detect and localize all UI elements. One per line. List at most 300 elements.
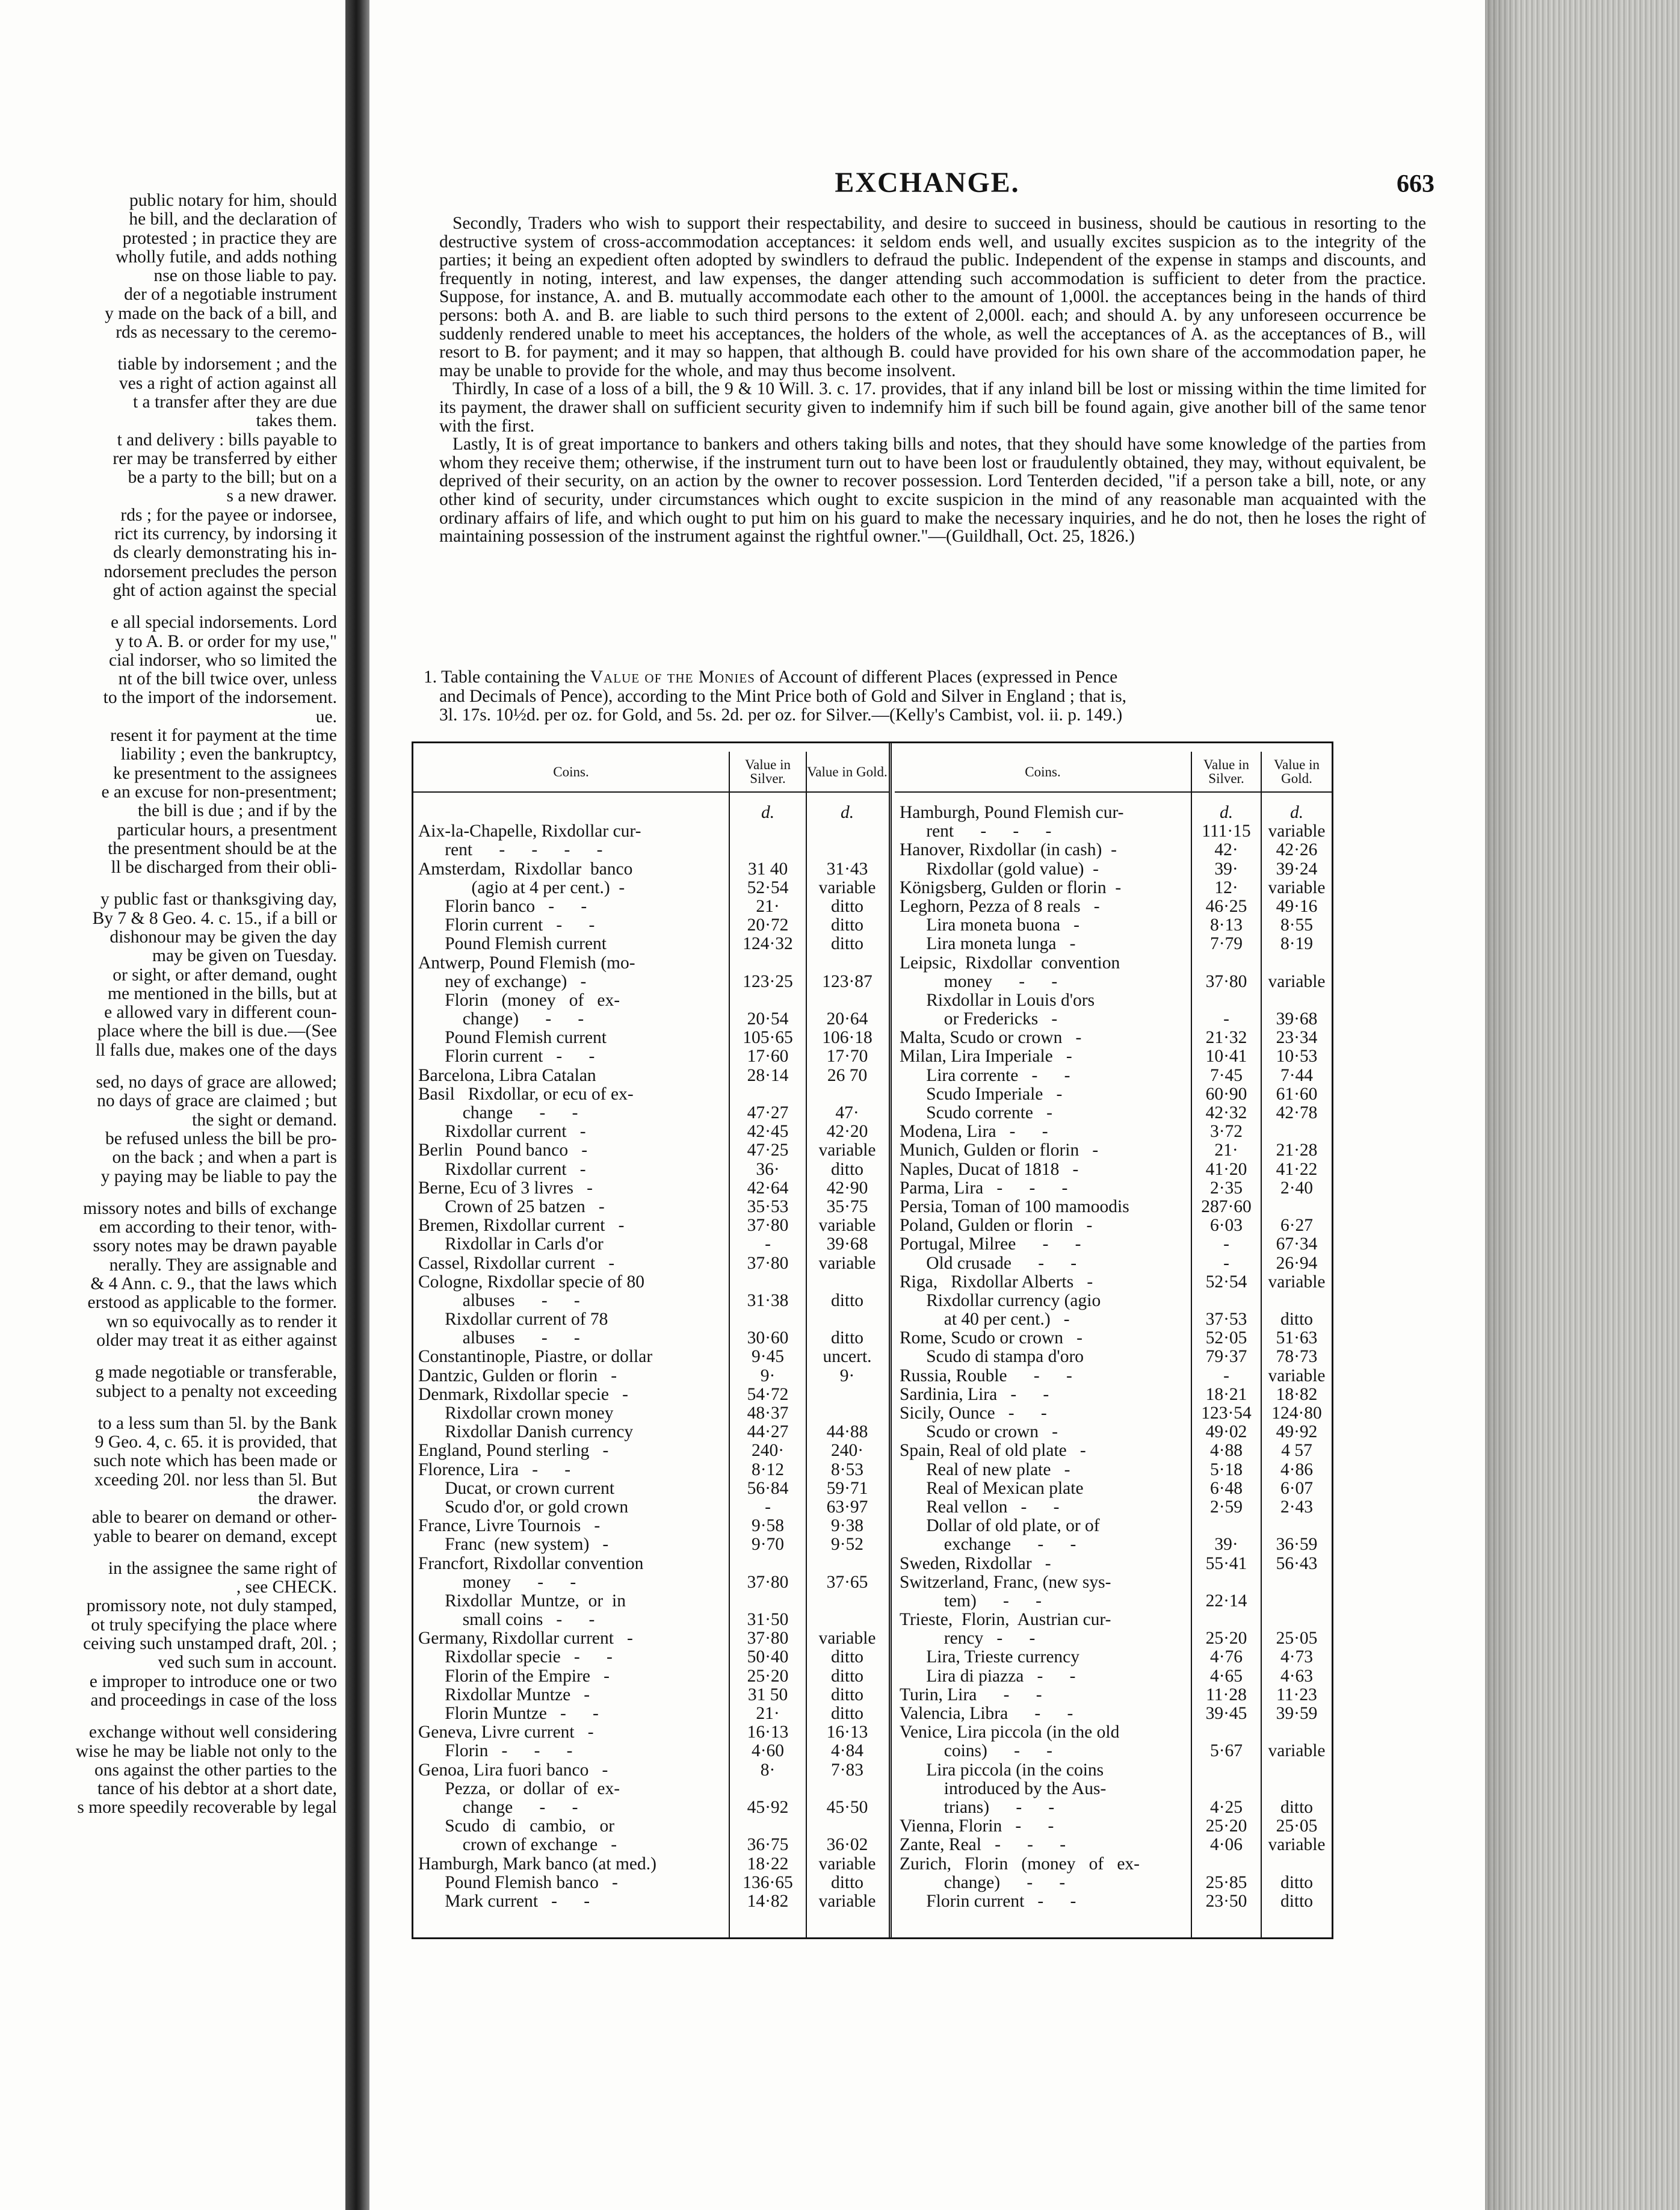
table-row	[413, 1029, 889, 1047]
coin-name: change) - -	[900, 1873, 1066, 1892]
coin-name: Vienna, Florin - -	[900, 1817, 1054, 1836]
coin-name: Rixdollar in Carls d'or	[418, 1235, 604, 1254]
facing-page-line: may be given on Tuesday.	[152, 947, 337, 966]
value-gold: 42·90	[826, 1178, 868, 1198]
value-gold: variable	[818, 1253, 876, 1273]
coin-name: Berlin Pound banco -	[418, 1141, 588, 1160]
facing-page-text	[0, 191, 337, 1818]
facing-page-line	[0, 1710, 337, 1723]
table-row	[895, 973, 1332, 991]
coin-name: albuses - -	[418, 1291, 580, 1310]
coin-name: Sweden, Rixdollar -	[900, 1554, 1051, 1573]
coin-name: Rixdollar specie - -	[418, 1648, 613, 1667]
value-silver: 105·65	[743, 1028, 793, 1048]
value-silver: 21·	[756, 896, 780, 916]
facing-page-line: e an excuse for non-presentment;	[101, 782, 337, 802]
table-row	[895, 822, 1332, 841]
facing-page-line: rds as necessary to the ceremo-	[116, 323, 337, 342]
table-row	[895, 1235, 1332, 1254]
facing-page-line: e improper to introduce one or two	[89, 1672, 337, 1691]
value-gold: 35·75	[826, 1196, 868, 1216]
header-coins: Coins.	[1025, 764, 1061, 779]
value-gold: 106·18	[822, 1028, 872, 1048]
facing-page-line: be a party to the bill; but on a	[128, 468, 337, 488]
facing-page-line	[0, 1350, 337, 1363]
table-row	[895, 1629, 1332, 1648]
coin-name: change - -	[418, 1798, 578, 1817]
value-gold: d.	[1289, 803, 1304, 822]
coin-name: Valencia, Libra - -	[900, 1704, 1073, 1723]
value-gold: variable	[1268, 878, 1326, 897]
coin-name: Florin current - -	[418, 916, 595, 935]
value-gold: 6·07	[1280, 1478, 1314, 1498]
value-silver: 41·20	[1205, 1159, 1247, 1179]
table-row	[895, 1535, 1332, 1554]
facing-page-line: tiable by indorsement ; and the	[117, 355, 337, 374]
facing-page-line: be refused unless the bill be pro-	[105, 1129, 337, 1148]
value-silver: -	[1223, 1253, 1229, 1273]
value-silver: 111·15	[1202, 822, 1251, 841]
coin-name: Pound Flemish current	[418, 935, 607, 954]
value-gold: variable	[818, 1854, 876, 1874]
value-silver: 16·13	[747, 1722, 789, 1742]
coin-name: Naples, Ducat of 1818 -	[900, 1160, 1079, 1179]
value-gold: 25·05	[1276, 1816, 1318, 1836]
table-row	[413, 1742, 889, 1760]
value-silver: 7·79	[1209, 934, 1243, 954]
table-row	[413, 1836, 889, 1854]
table-row	[895, 1254, 1332, 1273]
table-row	[895, 1780, 1332, 1798]
facing-page-line: g made negotiable or transferable,	[94, 1363, 337, 1382]
coin-name: Switzerland, Franc, (new sys-	[900, 1573, 1111, 1592]
table-row	[895, 1648, 1332, 1667]
page-number: 663	[1397, 170, 1434, 198]
coin-name: Königsberg, Gulden or florin -	[900, 878, 1122, 897]
coin-name: Genoa, Lira fuori banco -	[418, 1760, 608, 1780]
table-right-half	[895, 743, 1332, 1937]
table-row	[895, 803, 1332, 822]
coin-name: Spain, Real of old plate -	[900, 1441, 1086, 1461]
value-silver: d.	[1219, 803, 1234, 822]
facing-page-line: wn so equivocally as to render it	[106, 1312, 337, 1331]
value-gold: variable	[818, 1629, 876, 1648]
facing-page-line: no days of grace are claimed ; but	[97, 1092, 337, 1111]
table-row	[413, 1629, 889, 1648]
book-gutter	[345, 0, 369, 2210]
coin-name: Persia, Toman of 100 mamoodis	[900, 1197, 1129, 1216]
facing-page-line: erstood as applicable to the former.	[87, 1293, 337, 1313]
header-gold: Value in Gold.	[1273, 757, 1320, 786]
coin-name: Mark current - -	[418, 1892, 590, 1911]
coin-name: Malta, Scudo or crown -	[900, 1029, 1082, 1048]
table-row	[895, 1292, 1332, 1310]
coin-name: Barcelona, Libra Catalan	[418, 1066, 596, 1085]
value-silver: 8·12	[751, 1459, 785, 1479]
value-gold: 9·38	[830, 1516, 864, 1536]
value-silver: 79·37	[1205, 1347, 1247, 1367]
facing-page-line: tance of his debtor at a short date,	[97, 1780, 337, 1799]
value-silver: -	[1223, 1366, 1229, 1385]
table-row	[413, 1348, 889, 1366]
table-row	[895, 1160, 1332, 1179]
coin-name: Dollar of old plate, or of	[900, 1517, 1100, 1536]
coin-name: Sardinia, Lira - -	[900, 1385, 1049, 1404]
facing-page-line: the presentment should be at the	[108, 839, 337, 858]
table-row	[895, 860, 1332, 879]
value-silver: 8·13	[1209, 915, 1243, 935]
value-gold: 26 70	[827, 1065, 868, 1085]
facing-page-line: e allowed vary in different coun-	[104, 1003, 337, 1023]
value-gold: 2·40	[1280, 1178, 1314, 1198]
coin-name: Lira corrente - -	[900, 1066, 1070, 1085]
coin-name: Lira piccola (in the coins	[900, 1760, 1104, 1780]
value-silver: 25·20	[747, 1666, 789, 1686]
facing-page-line: takes them.	[256, 412, 337, 431]
value-gold: ditto	[830, 1666, 864, 1686]
value-gold: 78·73	[1276, 1347, 1318, 1367]
table-row	[413, 1404, 889, 1423]
value-silver: 55·41	[1205, 1553, 1247, 1573]
table-row	[895, 1836, 1332, 1854]
coin-name: money - -	[900, 972, 1058, 991]
value-silver: 37·80	[747, 1629, 789, 1648]
value-silver: 7·45	[1209, 1065, 1243, 1085]
table-row	[895, 1479, 1332, 1498]
table-left-half	[413, 743, 892, 1937]
facing-page-line: exchange without well considering	[88, 1723, 337, 1742]
table-row	[413, 1761, 889, 1780]
value-silver: 6·48	[1209, 1478, 1243, 1498]
coin-name: change) - -	[418, 1010, 584, 1029]
facing-page-line: sed, no days of grace are allowed;	[96, 1073, 337, 1092]
facing-page-line: rds ; for the payee or indorsee,	[120, 506, 337, 525]
facing-page-line: resent it for payment at the time	[110, 726, 337, 746]
facing-page-line: yable to bearer on demand, except	[93, 1527, 337, 1546]
value-silver: 52·54	[747, 878, 789, 897]
facing-page-line: xceeding 20l. nor less than 5l. But	[94, 1470, 337, 1490]
value-silver: 37·53	[1205, 1310, 1247, 1329]
value-gold: ditto	[1280, 1310, 1314, 1329]
value-gold: 21·28	[1276, 1141, 1318, 1160]
table-row	[413, 1517, 889, 1535]
value-gold: ditto	[830, 1290, 864, 1310]
facing-page-line	[0, 600, 337, 613]
table-row	[413, 1367, 889, 1385]
coin-name: rency - -	[900, 1629, 1036, 1648]
coin-name: Rixdollar current -	[418, 1122, 586, 1142]
facing-page-line: em according to their tenor, with-	[99, 1218, 337, 1237]
table-row	[413, 1573, 889, 1592]
value-silver: 56·84	[747, 1478, 789, 1498]
value-gold: 25·05	[1276, 1629, 1318, 1648]
value-silver: 18·22	[747, 1854, 789, 1874]
coin-name: Pound Flemish banco -	[418, 1873, 618, 1892]
value-silver: 49·02	[1205, 1422, 1247, 1442]
facing-page-line: e all special indorsements. Lord	[110, 613, 337, 633]
value-silver: 31·50	[747, 1610, 789, 1630]
value-silver: 42·	[1214, 840, 1238, 860]
coin-name: Real vellon - -	[900, 1497, 1060, 1517]
coin-name: trians) - -	[900, 1798, 1055, 1817]
coin-name: or Fredericks -	[900, 1010, 1058, 1029]
table-row	[413, 1667, 889, 1686]
value-gold: 9·	[839, 1366, 855, 1385]
value-gold: 63·97	[826, 1497, 868, 1517]
value-gold: ditto	[830, 915, 864, 935]
table-row	[895, 1704, 1332, 1723]
coin-name: ney of exchange) -	[418, 972, 587, 991]
value-gold: 4·63	[1280, 1666, 1314, 1686]
value-gold: 123·87	[822, 971, 872, 991]
table-row	[413, 1423, 889, 1441]
value-gold: variable	[1268, 822, 1326, 841]
facing-page-line: subject to a penalty not exceeding	[96, 1382, 337, 1401]
table-row	[895, 1104, 1332, 1122]
value-gold: 59·71	[826, 1478, 868, 1498]
value-gold: 18·82	[1276, 1384, 1318, 1404]
value-gold: 7·44	[1280, 1065, 1314, 1085]
facing-page-line: s more speedily recoverable by legal	[77, 1798, 337, 1818]
table-row	[895, 1498, 1332, 1517]
coin-name: Antwerp, Pound Flemish (mo-	[418, 953, 635, 973]
facing-page-line: cial indorser, who so limited the	[109, 651, 337, 670]
page-663	[369, 0, 1485, 2210]
value-silver: 42·45	[747, 1122, 789, 1142]
facing-page-line: he bill, and the declaration of	[129, 210, 337, 229]
table-row	[413, 954, 889, 973]
page-title: EXCHANGE.	[835, 167, 1020, 199]
facing-page-line: y to A. B. or order for my use,"	[115, 632, 337, 651]
value-gold: 4·84	[830, 1741, 864, 1761]
value-silver: 17·60	[747, 1047, 789, 1066]
value-silver: 123·54	[1201, 1404, 1252, 1423]
caption-small-caps: Value of the Monies	[590, 667, 755, 687]
table-row	[895, 916, 1332, 935]
value-silver: 37·80	[747, 1216, 789, 1236]
table-row	[895, 1122, 1332, 1141]
table-row	[413, 1704, 889, 1723]
facing-page-line	[0, 342, 337, 355]
table-row	[413, 1498, 889, 1517]
value-gold: 42·20	[826, 1122, 868, 1142]
facing-page-line: ssory notes may be drawn payable	[93, 1237, 337, 1256]
table-row	[413, 1441, 889, 1460]
value-silver: 21·	[1214, 1141, 1238, 1160]
coin-name: crown of exchange -	[418, 1836, 617, 1855]
facing-page-line: rer may be transferred by either	[113, 449, 337, 468]
coin-name: Venice, Lira piccola (in the old	[900, 1723, 1120, 1742]
value-silver: 12·	[1214, 878, 1238, 897]
value-silver: 45·92	[747, 1797, 789, 1817]
facing-page-left	[0, 0, 345, 2210]
table-row	[413, 897, 889, 916]
value-gold: 51·63	[1276, 1328, 1318, 1348]
value-silver: 4·65	[1209, 1666, 1243, 1686]
value-gold: 240·	[830, 1441, 864, 1461]
coin-name: Lira moneta buona -	[900, 916, 1080, 935]
coin-name: Hamburgh, Pound Flemish cur-	[900, 803, 1124, 822]
coin-name: Hanover, Rixdollar (in cash) -	[900, 841, 1117, 860]
value-silver: 46·25	[1205, 896, 1247, 916]
table-header	[413, 752, 889, 793]
coin-name: Florin Muntze - -	[418, 1704, 599, 1723]
value-silver: 37·80	[1205, 971, 1247, 991]
page-block-edge	[1485, 0, 1680, 2210]
value-gold: ditto	[830, 1872, 864, 1892]
coin-name: exchange - -	[900, 1535, 1076, 1555]
facing-page-line	[0, 1186, 337, 1199]
coin-name: Portugal, Milree - -	[900, 1235, 1081, 1254]
table-row	[413, 1104, 889, 1122]
value-silver: 52·54	[1205, 1272, 1247, 1292]
facing-page-line: ons against the other parties to the	[94, 1760, 337, 1780]
coin-name: (agio at 4 per cent.) -	[418, 878, 625, 897]
table-row	[413, 822, 889, 841]
value-silver: 4·25	[1209, 1797, 1243, 1817]
coin-name: Ducat, or crown current	[418, 1479, 615, 1498]
table-row	[413, 1592, 889, 1611]
value-silver: 8·	[760, 1760, 776, 1780]
value-gold: variable	[1268, 971, 1326, 991]
coin-name: Riga, Rixdollar Alberts -	[900, 1272, 1093, 1292]
table-row	[413, 1066, 889, 1085]
coin-name: England, Pound sterling -	[418, 1441, 609, 1461]
facing-page-line	[0, 877, 337, 890]
coin-name: France, Livre Tournois -	[418, 1517, 601, 1536]
facing-page-line: ceiving such unstamped draft, 20l. ;	[83, 1635, 337, 1654]
coin-name: Rixdollar crown money	[418, 1404, 614, 1423]
table-row	[413, 1216, 889, 1235]
facing-page-line: particular hours, a presentment	[117, 820, 337, 840]
table-row	[413, 1461, 889, 1479]
value-silver: 10·41	[1205, 1047, 1247, 1066]
coin-name: Trieste, Florin, Austrian cur-	[900, 1611, 1111, 1630]
value-silver: 4·76	[1209, 1647, 1243, 1667]
facing-page-line: By 7 & 8 Geo. 4. c. 15., if a bill or	[92, 909, 337, 928]
facing-page-line: wholly futile, and adds nothing	[116, 247, 337, 267]
facing-page-line: nse on those liable to pay.	[153, 267, 337, 286]
value-gold: 17·70	[826, 1047, 868, 1066]
table-row	[895, 1611, 1332, 1629]
value-gold: ditto	[830, 1159, 864, 1179]
facing-page-line: such note which has been made or	[93, 1452, 337, 1471]
value-silver: 25·20	[1205, 1629, 1247, 1648]
table-row	[895, 1667, 1332, 1686]
table-row	[895, 1047, 1332, 1066]
coin-name: Pound Flemish current	[418, 1029, 607, 1048]
value-gold: variable	[1268, 1835, 1326, 1855]
value-silver: -	[765, 1497, 771, 1517]
value-silver: 36·	[756, 1159, 780, 1179]
facing-page-line: on the back ; and when a part is	[112, 1148, 337, 1168]
coin-name: Hamburgh, Mark banco (at med.)	[418, 1854, 656, 1874]
value-silver: 42·32	[1205, 1103, 1247, 1122]
coin-name: Florin current - -	[900, 1892, 1076, 1911]
value-gold: 2·43	[1280, 1497, 1314, 1517]
value-silver: 18·21	[1205, 1384, 1247, 1404]
value-gold: 4·86	[1280, 1459, 1314, 1479]
facing-page-line: y paying may be liable to pay the	[100, 1167, 337, 1186]
coin-name: Sicily, Ounce - -	[900, 1404, 1047, 1423]
value-silver: 9·	[760, 1366, 776, 1385]
table-row	[895, 1085, 1332, 1104]
table-row	[895, 1742, 1332, 1760]
value-silver: 47·27	[747, 1103, 789, 1122]
facing-page-line: ue.	[315, 707, 337, 726]
value-gold: 6·27	[1280, 1216, 1314, 1236]
table-row	[895, 879, 1332, 897]
value-silver: 31·38	[747, 1290, 789, 1310]
table-row	[413, 1235, 889, 1254]
table-row	[413, 1141, 889, 1160]
value-silver: 4·06	[1209, 1835, 1243, 1855]
table-row	[413, 1254, 889, 1273]
facing-page-line: wise he may be liable not only to the	[75, 1742, 337, 1761]
paragraph-lastly: Lastly, It is of great importance to bankers and others taking bills and notes, that they should have some knowledge of the parties from whom they receive them; otherwise, if the instrument turn out to have been lost or fraudulently obtained, they may, without equivalent, be deprived of their security, on an action by the owner to recover possession. Lord Tenterden decided, "if a person take a bill, note, or any other kind of security, under circumstances which ought to excite suspicion in the mind of any reasonable man acquainted with the ordinary affairs of life, and which ought to put him on his guard to make the necessary inquiries, and he do not, then he loses the right of maintaining possession of the instrument against the rightful owner."—(Guildhall, Oct. 25, 1826.)	[439, 435, 1426, 546]
table-row	[895, 1461, 1332, 1479]
table-row	[895, 1179, 1332, 1198]
table-row	[413, 841, 889, 859]
table-row	[895, 1517, 1332, 1535]
facing-page-line: liability ; even the bankruptcy,	[120, 745, 337, 764]
table-row	[895, 1010, 1332, 1029]
coin-name: Lira, Trieste currency	[900, 1648, 1080, 1667]
table-row	[413, 1817, 889, 1836]
table-row	[895, 1310, 1332, 1329]
facing-page-line	[0, 1401, 337, 1414]
table-row	[895, 1555, 1332, 1573]
coin-name: Germany, Rixdollar current -	[418, 1629, 633, 1648]
value-silver: 6·03	[1209, 1216, 1243, 1236]
value-gold: ditto	[830, 934, 864, 954]
facing-page-line: the drawer.	[258, 1490, 337, 1508]
value-gold: ditto	[1280, 1891, 1314, 1911]
value-gold: 42·78	[1276, 1103, 1318, 1122]
coin-name: Russia, Rouble - -	[900, 1366, 1072, 1385]
table-row	[895, 1798, 1332, 1817]
coin-name: money - -	[418, 1573, 576, 1592]
value-silver: 20·54	[747, 1009, 789, 1029]
value-gold: 45·50	[826, 1797, 868, 1817]
table-body-left	[413, 803, 889, 1911]
facing-page-line: ll falls due, makes one of the days	[95, 1041, 337, 1060]
facing-page-line: y public fast or thanksgiving day,	[100, 890, 337, 909]
table-row	[413, 1122, 889, 1141]
value-gold: variable	[818, 1141, 876, 1160]
value-gold: ditto	[830, 896, 864, 916]
value-silver: 2·35	[1209, 1178, 1243, 1198]
value-silver: 42·64	[747, 1178, 789, 1198]
coin-name: Real of new plate -	[900, 1460, 1070, 1479]
coin-name: Constantinople, Piastre, or dollar	[418, 1348, 653, 1367]
coin-name: Florin of the Empire -	[418, 1667, 610, 1686]
table-row	[895, 1686, 1332, 1704]
table-row	[413, 1535, 889, 1554]
value-silver: 25·20	[1205, 1816, 1247, 1836]
coin-name: Florence, Lira - -	[418, 1460, 571, 1479]
facing-page-line: me mentioned in the bills, but at	[108, 984, 337, 1003]
value-gold: 7·83	[830, 1760, 864, 1780]
coin-name: Florin - - -	[418, 1742, 573, 1761]
table-row	[413, 1179, 889, 1198]
table-row	[413, 1611, 889, 1629]
value-gold: 36·02	[826, 1835, 868, 1855]
table-row	[895, 1761, 1332, 1780]
coin-name: at 40 per cent.) -	[900, 1310, 1070, 1329]
coin-name: Munich, Gulden or florin -	[900, 1141, 1099, 1160]
value-gold: 4 57	[1281, 1441, 1312, 1461]
